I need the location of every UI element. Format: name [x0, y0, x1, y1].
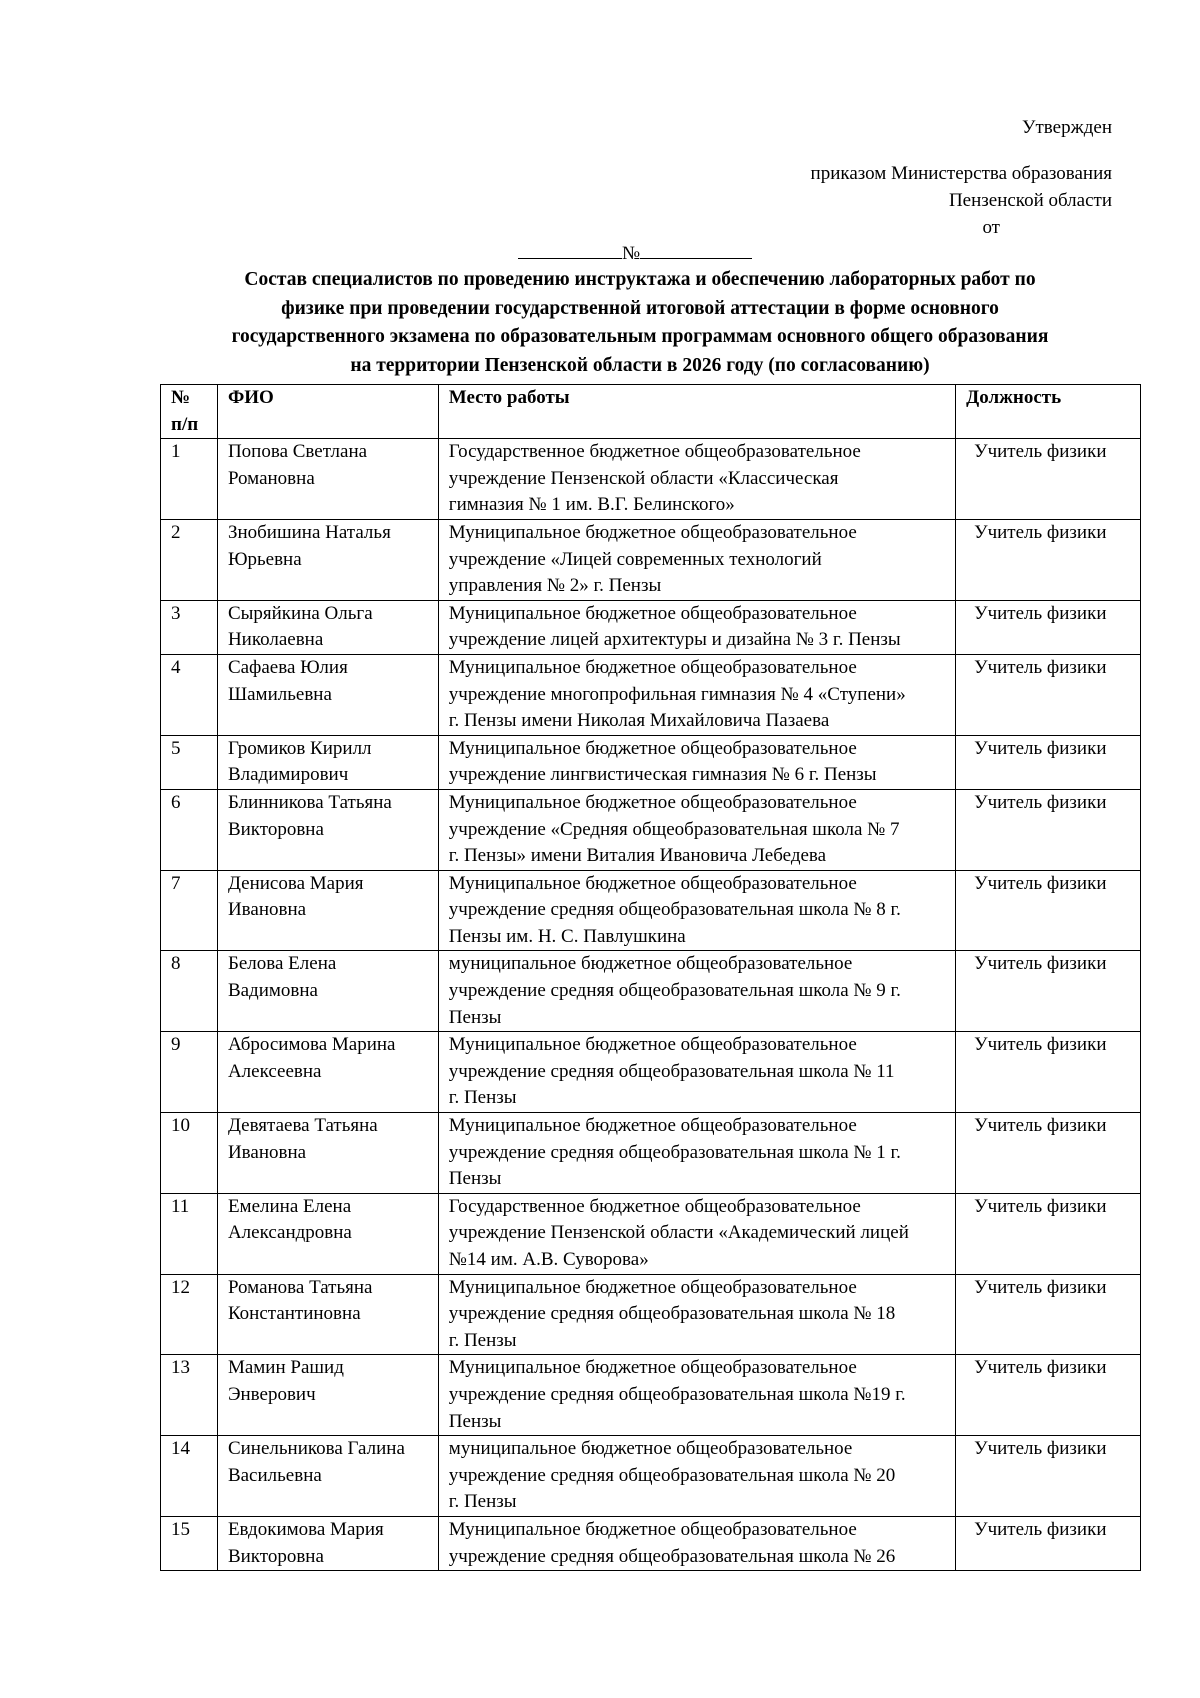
cell-fio — [217, 1516, 438, 1570]
cell-position-line: Учитель физики — [974, 656, 1107, 678]
cell-workplace-line: Муниципальное бюджетное общеобразовательное — [448, 602, 857, 624]
approval-line-2: Пензенской области — [948, 190, 1112, 211]
cell-number — [161, 735, 218, 789]
cell-workplace-line: Пензы им. Н. С. Павлушкина — [448, 925, 686, 947]
cell-fio — [217, 439, 438, 520]
cell-fio — [217, 1355, 438, 1436]
cell-workplace-line: муниципальное бюджетное общеобразовательное — [448, 1438, 853, 1460]
cell-workplace — [438, 789, 955, 870]
cell-workplace-line: г. Пензы имени Николая Михайловича Пазаева — [448, 710, 830, 732]
cell-number — [161, 1032, 218, 1113]
cell-workplace — [438, 439, 955, 520]
cell-position-line: Учитель физики — [974, 1438, 1107, 1460]
cell-position — [956, 1274, 1141, 1355]
cell-fio-line: Викторовна — [227, 1545, 324, 1567]
cell-fio-line: Ивановна — [227, 1141, 307, 1163]
heading-line-2: физике при проведении государственной итоговой аттестации в форме основного — [281, 297, 999, 319]
order-date-blank — [518, 240, 622, 259]
cell-position — [956, 600, 1141, 654]
cell-workplace — [438, 654, 955, 735]
cell-workplace — [438, 1436, 955, 1517]
cell-workplace-line: Пензы — [448, 1006, 502, 1028]
specialists-table — [160, 384, 1141, 1571]
cell-workplace-line: Муниципальное бюджетное общеобразовательное — [448, 872, 857, 894]
cell-workplace-line: г. Пензы» имени Виталия Ивановича Лебедева — [448, 845, 827, 867]
cell-fio-line: Синельникова Галина — [227, 1438, 405, 1460]
cell-position — [956, 789, 1141, 870]
cell-number — [161, 654, 218, 735]
cell-position — [956, 1355, 1141, 1436]
cell-fio — [217, 951, 438, 1032]
cell-workplace-line: Муниципальное бюджетное общеобразовательное — [448, 656, 857, 678]
cell-number — [161, 1516, 218, 1570]
cell-fio-line: Шамильевна — [227, 683, 332, 705]
table-row — [161, 789, 1141, 870]
cell-fio-line: Сафаева Юлия — [227, 656, 348, 678]
cell-workplace-line: Муниципальное бюджетное общеобразовательное — [448, 791, 857, 813]
cell-workplace-line: г. Пензы — [448, 1087, 517, 1109]
order-number-blank — [640, 240, 752, 259]
cell-position — [956, 870, 1141, 951]
cell-number-line: 4 — [171, 656, 181, 678]
cell-fio-line: Романова Татьяна — [227, 1276, 373, 1298]
cell-fio — [217, 1032, 438, 1113]
cell-number-line: 2 — [171, 521, 181, 543]
cell-workplace — [438, 600, 955, 654]
cell-workplace — [438, 1274, 955, 1355]
cell-fio-line: Денисова Мария — [227, 872, 364, 894]
cell-workplace-line: учреждение многопрофильная гимназия № 4 «Ступени» — [448, 683, 906, 705]
cell-number-line: 6 — [171, 791, 181, 813]
cell-workplace-line: учреждение средняя общеобразовательная школа № 9 г. — [448, 980, 901, 1002]
cell-workplace-line: Государственное бюджетное общеобразовательное — [448, 441, 861, 463]
cell-number — [161, 600, 218, 654]
cell-workplace — [438, 951, 955, 1032]
table-row — [161, 870, 1141, 951]
cell-fio-line: Девятаева Татьяна — [227, 1115, 378, 1137]
approval-title — [1022, 114, 1112, 141]
cell-position-line: Учитель физики — [974, 1518, 1107, 1540]
cell-workplace-line: учреждение средняя общеобразовательная школа №19 г. — [448, 1383, 906, 1405]
cell-number — [161, 1113, 218, 1194]
table-row — [161, 439, 1141, 520]
header-number — [161, 385, 218, 439]
cell-workplace-line: учреждение лицей архитектуры и дизайна № 3 г. Пензы — [448, 629, 901, 651]
cell-fio-line: Громиков Кирилл — [227, 737, 372, 759]
cell-number — [161, 439, 218, 520]
cell-number-line: 9 — [171, 1034, 181, 1056]
order-number-sign: № — [622, 243, 641, 264]
cell-workplace — [438, 870, 955, 951]
cell-workplace-line: учреждение лингвистическая гимназия № 6 г. Пензы — [448, 764, 877, 786]
cell-fio-line: Белова Елена — [227, 953, 337, 975]
approval-line-3: от — [982, 217, 1000, 238]
cell-workplace-line: Муниципальное бюджетное общеобразовательное — [448, 1115, 857, 1137]
cell-position — [956, 439, 1141, 520]
cell-position-line: Учитель физики — [974, 521, 1107, 543]
cell-workplace-line: учреждение «Средняя общеобразовательная школа № 7 — [448, 818, 900, 840]
heading-line-3: государственного экзамена по образовательным программам основного общего образования — [231, 326, 1049, 347]
cell-position — [956, 735, 1141, 789]
cell-workplace-line: Муниципальное бюджетное общеобразовательное — [448, 1518, 857, 1540]
cell-workplace-line: учреждение средняя общеобразовательная школа № 26 — [448, 1545, 896, 1567]
cell-workplace-line: Муниципальное бюджетное общеобразовательное — [448, 1357, 857, 1379]
cell-fio — [217, 735, 438, 789]
cell-position — [956, 951, 1141, 1032]
table-row — [161, 1032, 1141, 1113]
cell-number-line: 7 — [171, 872, 181, 894]
table-row — [161, 654, 1141, 735]
cell-position — [956, 1436, 1141, 1517]
cell-fio-line: Блинникова Татьяна — [227, 791, 392, 813]
cell-position-line: Учитель физики — [974, 1276, 1107, 1298]
cell-number-line: 3 — [171, 602, 181, 624]
cell-number-line: 8 — [171, 953, 181, 975]
cell-number — [161, 789, 218, 870]
cell-number — [161, 519, 218, 600]
cell-workplace-line: учреждение средняя общеобразовательная школа № 18 — [448, 1303, 896, 1325]
cell-fio — [217, 870, 438, 951]
cell-position-line: Учитель физики — [974, 1034, 1107, 1056]
cell-position — [956, 1032, 1141, 1113]
table-row — [161, 600, 1141, 654]
cell-fio-line: Васильевна — [227, 1464, 322, 1486]
cell-workplace-line: г. Пензы — [448, 1491, 517, 1513]
cell-fio — [217, 519, 438, 600]
cell-workplace-line: учреждение средняя общеобразовательная школа № 8 г. — [448, 899, 901, 921]
cell-position-line: Учитель физики — [974, 1115, 1107, 1137]
cell-fio-line: Попова Светлана — [227, 441, 368, 463]
heading-line-1: Состав специалистов по проведению инструктажа и обеспечению лабораторных работ по — [244, 269, 1036, 290]
cell-workplace-line: Муниципальное бюджетное общеобразовательное — [448, 1034, 857, 1056]
cell-number — [161, 1274, 218, 1355]
cell-position — [956, 1193, 1141, 1274]
cell-fio-line: Мамин Рашид — [227, 1357, 344, 1379]
table-row — [161, 1193, 1141, 1274]
approval-title-text: Утвержден — [1022, 117, 1112, 138]
cell-workplace-line: Муниципальное бюджетное общеобразовательное — [448, 1276, 857, 1298]
cell-position — [956, 1113, 1141, 1194]
cell-workplace-line: Муниципальное бюджетное общеобразовательное — [448, 737, 857, 759]
table-row — [161, 735, 1141, 789]
cell-position-line: Учитель физики — [974, 441, 1107, 463]
cell-workplace-line: №14 им. А.В. Суворова» — [448, 1249, 649, 1270]
table-row — [161, 1436, 1141, 1517]
cell-workplace-line: учреждение Пензенской области «Классическая — [448, 467, 839, 489]
cell-workplace-line: Пензы — [448, 1168, 502, 1190]
cell-fio-line: Энверович — [227, 1383, 316, 1405]
cell-fio — [217, 600, 438, 654]
cell-fio-line: Евдокимова Мария — [227, 1518, 384, 1540]
header-position: Должность — [956, 385, 1141, 439]
cell-fio-line: Владимирович — [227, 764, 349, 786]
cell-workplace — [438, 1355, 955, 1436]
cell-position-line: Учитель физики — [974, 1195, 1107, 1217]
cell-fio-line: Константиновна — [227, 1303, 361, 1325]
cell-position — [956, 519, 1141, 600]
cell-fio-line: Абросимова Марина — [227, 1034, 396, 1056]
table-row — [161, 519, 1141, 600]
cell-position — [956, 654, 1141, 735]
cell-workplace — [438, 1516, 955, 1570]
cell-fio-line: Ивановна — [227, 899, 307, 921]
approval-block — [811, 160, 1112, 241]
cell-fio — [217, 1436, 438, 1517]
header-fio: ФИО — [217, 385, 438, 439]
cell-workplace-line: учреждение «Лицей современных технологий — [448, 548, 822, 570]
cell-number — [161, 951, 218, 1032]
header-number-line-1: № — [171, 387, 191, 408]
cell-workplace — [438, 519, 955, 600]
cell-workplace — [438, 1193, 955, 1274]
table-row — [161, 1113, 1141, 1194]
cell-fio — [217, 789, 438, 870]
document-heading — [160, 266, 1120, 380]
cell-fio-line: Вадимовна — [227, 980, 318, 1002]
order-number-line — [518, 240, 752, 265]
cell-number-line: 1 — [171, 441, 181, 463]
cell-position-line: Учитель физики — [974, 791, 1107, 813]
heading-line-4: на территории Пензенской области в 2026 году (по согласованию) — [350, 354, 930, 376]
cell-number-line: 12 — [171, 1276, 190, 1298]
cell-workplace-line: учреждение средняя общеобразовательная школа № 20 — [448, 1464, 896, 1486]
cell-fio-line: Романовна — [227, 467, 315, 489]
header-number-line-2: п/п — [171, 413, 199, 435]
cell-workplace — [438, 1113, 955, 1194]
cell-position-line: Учитель физики — [974, 953, 1107, 975]
cell-position — [956, 1516, 1141, 1570]
cell-workplace-line: муниципальное бюджетное общеобразовательное — [448, 953, 853, 975]
table-row — [161, 1516, 1141, 1570]
cell-workplace-line: учреждение средняя общеобразовательная школа № 1 г. — [448, 1141, 901, 1163]
header-workplace: Место работы — [438, 385, 955, 439]
cell-workplace-line: учреждение Пензенской области «Академический лицей — [448, 1222, 909, 1244]
cell-fio-line: Сыряйкина Ольга — [227, 602, 373, 624]
cell-number — [161, 1436, 218, 1517]
cell-fio-line: Емелина Елена — [227, 1195, 352, 1217]
cell-workplace-line: управления № 2» г. Пензы — [448, 575, 662, 597]
cell-number — [161, 870, 218, 951]
approval-line-1: приказом Министерства образования — [810, 163, 1112, 184]
cell-fio — [217, 1274, 438, 1355]
cell-fio-line: Алексеевна — [227, 1060, 322, 1082]
cell-position-line: Учитель физики — [974, 872, 1107, 894]
table-header-row — [161, 385, 1141, 439]
table-row — [161, 951, 1141, 1032]
cell-fio — [217, 1113, 438, 1194]
cell-number — [161, 1193, 218, 1274]
cell-workplace-line: Государственное бюджетное общеобразовательное — [448, 1195, 861, 1217]
cell-workplace-line: учреждение средняя общеобразовательная школа № 11 — [448, 1060, 895, 1082]
cell-workplace — [438, 735, 955, 789]
cell-fio — [217, 654, 438, 735]
cell-fio — [217, 1193, 438, 1274]
cell-fio-line: Знобишина Наталья — [227, 521, 391, 543]
cell-workplace-line: г. Пензы — [448, 1329, 517, 1351]
cell-fio-line: Александровна — [227, 1222, 352, 1244]
cell-number-line: 14 — [171, 1438, 190, 1460]
cell-position-line: Учитель физики — [974, 737, 1107, 759]
cell-position-line: Учитель физики — [974, 1357, 1107, 1379]
cell-workplace — [438, 1032, 955, 1113]
cell-position-line: Учитель физики — [974, 602, 1107, 624]
cell-workplace-line: гимназия № 1 им. В.Г. Белинского» — [448, 494, 735, 516]
cell-number — [161, 1355, 218, 1436]
cell-number-line: 11 — [171, 1195, 190, 1217]
cell-number-line: 10 — [171, 1115, 190, 1137]
cell-number-line: 13 — [171, 1357, 190, 1379]
cell-fio-line: Николаевна — [227, 629, 324, 651]
table-row — [161, 1274, 1141, 1355]
cell-number-line: 5 — [171, 737, 181, 759]
cell-workplace-line: Муниципальное бюджетное общеобразовательное — [448, 521, 857, 543]
cell-fio-line: Викторовна — [227, 818, 324, 840]
cell-fio-line: Юрьевна — [227, 548, 302, 570]
cell-workplace-line: Пензы — [448, 1410, 502, 1432]
cell-number-line: 15 — [171, 1518, 190, 1540]
table-row — [161, 1355, 1141, 1436]
